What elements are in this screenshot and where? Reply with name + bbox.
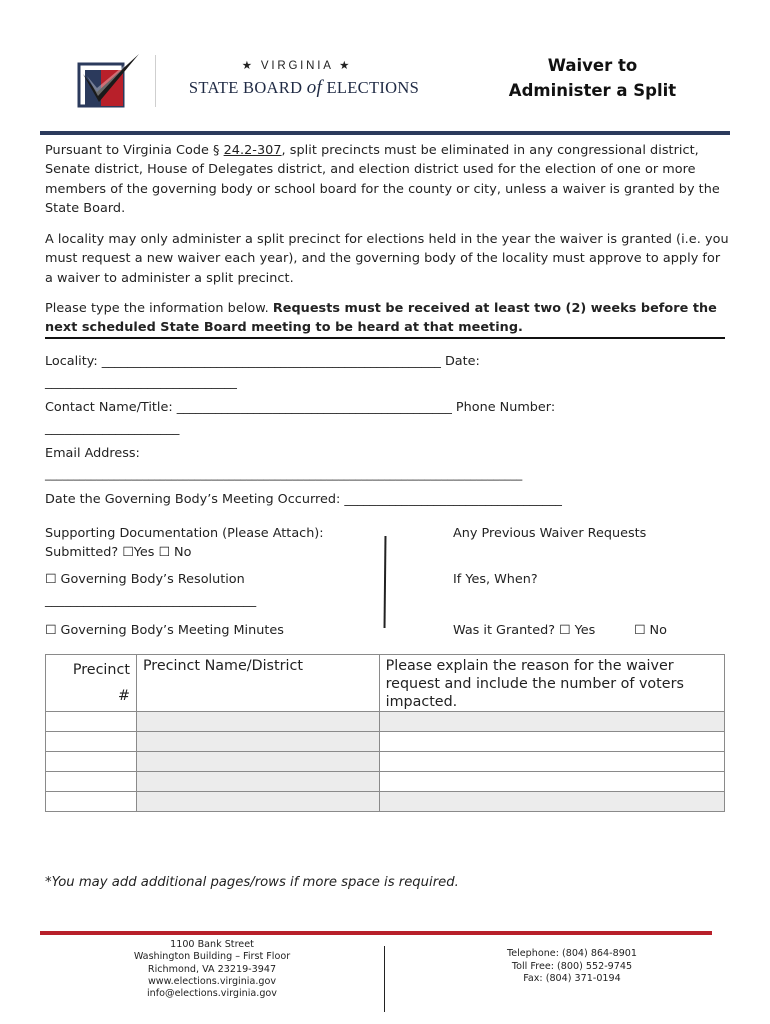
email-label: Email Address:: [45, 446, 140, 461]
reason-cell[interactable]: [379, 792, 724, 812]
additional-pages-note: *You may add additional pages/rows if more space is required.: [45, 875, 459, 890]
header-divider: [155, 55, 156, 107]
precinct-number-cell[interactable]: [46, 732, 137, 752]
checkmark-logo-icon: [77, 52, 143, 108]
reason-cell[interactable]: [379, 772, 724, 792]
precinct-number-cell[interactable]: [46, 712, 137, 732]
reason-cell[interactable]: [379, 752, 724, 772]
submitted-checkboxes[interactable]: Submitted? ☐Yes ☐ No: [45, 545, 192, 560]
reason-cell[interactable]: [379, 732, 724, 752]
intro-paragraph-2: A locality may only administer a split precinct for elections held in the year the waiver is granted (i.e. you must request a new waiver each year), and the governing body of the locality must approve to apply for a waiver to administer a split precinct.: [45, 232, 729, 286]
table-row: [46, 712, 725, 732]
reason-header: Please explain the reason for the waiver request and include the number of voters impacted.: [379, 655, 724, 712]
resolution-line[interactable]: _________________________________: [45, 593, 257, 608]
precinct-name-cell[interactable]: [136, 732, 379, 752]
table-row: [46, 752, 725, 772]
precinct-name-header: Precinct Name/District: [136, 655, 379, 712]
website-link[interactable]: www.elections.virginia.gov: [147, 975, 277, 987]
code-link[interactable]: 24.2-307: [223, 143, 282, 158]
locality-field[interactable]: Locality: _____________________________________________________ Date:: [45, 354, 480, 369]
meeting-date-field[interactable]: Date the Governing Body’s Meeting Occurred: __________________________________: [45, 492, 562, 507]
intro-paragraph-1: Pursuant to Virginia Code § 24.2-307, split precincts must be eliminated in any congressional district, Senate district, House of Delegates district, and election district used for the election of one or more members of the governing body or school board for the county or city, unless a waiver is granted by the State Board.: [45, 143, 720, 216]
table-row: [46, 732, 725, 752]
precinct-name-cell[interactable]: [136, 772, 379, 792]
precinct-number-header: Precinct #: [46, 655, 137, 712]
resolution-checkbox[interactable]: ☐ Governing Body’s Resolution: [45, 572, 245, 587]
table-row: [46, 772, 725, 792]
org-name: STATE BOARD of ELECTIONS: [188, 77, 420, 98]
minutes-checkbox[interactable]: ☐ Governing Body’s Meeting Minutes: [45, 623, 284, 638]
precinct-table: [45, 654, 725, 812]
contact-field[interactable]: Contact Name/Title: ___________________________________________ Phone Number:: [45, 400, 556, 415]
supporting-docs-label: Supporting Documentation (Please Attach):: [45, 526, 324, 541]
table-row: [46, 792, 725, 812]
granted-no-checkbox[interactable]: ☐ No: [634, 623, 667, 638]
precinct-name-cell[interactable]: [136, 712, 379, 732]
precinct-name-cell[interactable]: [136, 752, 379, 772]
section-rule: [45, 337, 725, 339]
org-state-name: ★ VIRGINIA ★: [241, 60, 353, 72]
granted-yes-checkbox[interactable]: Was it Granted? ☐ Yes: [453, 623, 596, 638]
precinct-name-cell[interactable]: [136, 792, 379, 812]
date-field[interactable]: ______________________________: [45, 375, 237, 390]
table-header-row: [46, 655, 725, 712]
previous-waiver-label: Any Previous Waiver Requests: [453, 526, 647, 541]
reason-cell[interactable]: [379, 712, 724, 732]
document-title: Waiver to Administer a Split: [508, 56, 677, 100]
precinct-number-cell[interactable]: [46, 792, 137, 812]
email-field[interactable]: ___________________________________________________________________________________: [45, 467, 523, 481]
footer-rule: [40, 931, 712, 935]
footer-contact: Telephone: (804) 864-8901 Toll Free: (800) 552-9745 Fax: (804) 371-0194: [506, 948, 638, 985]
email-link[interactable]: info@elections.virginia.gov: [147, 988, 277, 1000]
precinct-number-cell[interactable]: [46, 752, 137, 772]
intro-paragraph-3: Please type the information below. Requests must be received at least two (2) weeks before the next scheduled State Board meeting to be heard at that meeting.: [45, 301, 717, 336]
state-board-logo: [77, 52, 143, 108]
phone-field[interactable]: _____________________: [45, 421, 180, 436]
column-divider: [384, 536, 386, 628]
footer-address: 1100 Bank Street Washington Building – First Floor Richmond, VA 23219-3947 www.elections.virginia.gov info@elections.virginia.gov: [112, 939, 312, 1000]
previous-when-field[interactable]: If Yes, When?: [453, 572, 538, 587]
footer-divider: [384, 946, 385, 1012]
header-rule: [40, 131, 730, 135]
precinct-number-cell[interactable]: [46, 772, 137, 792]
